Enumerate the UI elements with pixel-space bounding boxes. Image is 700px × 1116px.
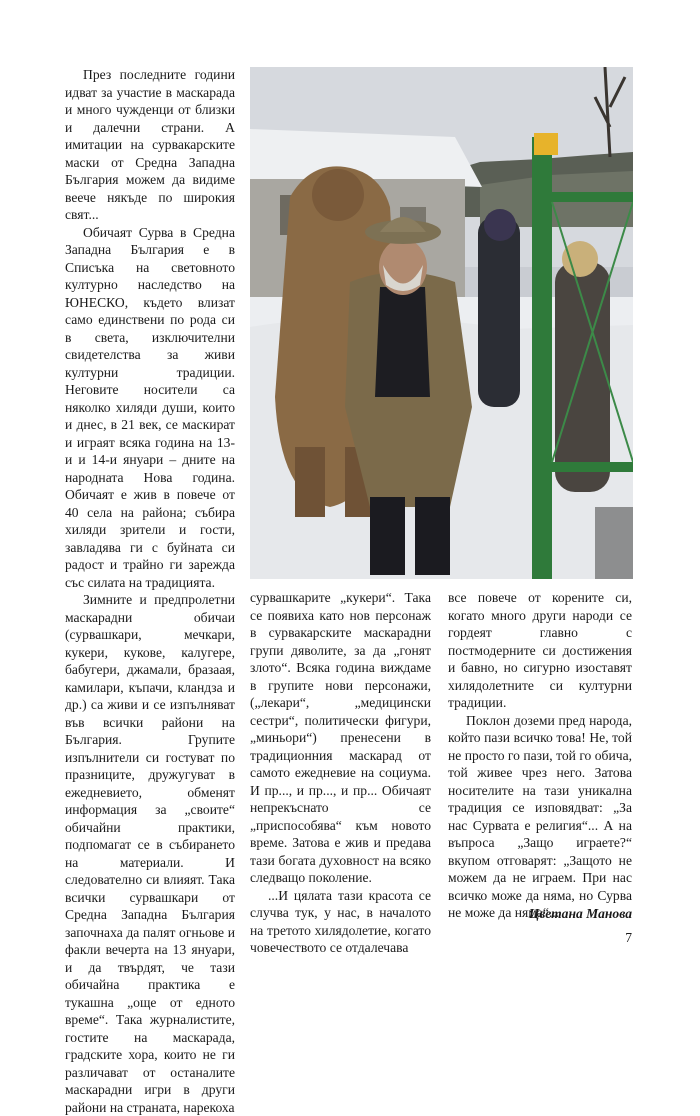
paragraph: През последните години идват за участие в маскарада и много чужденци от близки и далечни страни. А имитации на сурвакарските маски от Средна Западна България можем да видиме веече някъде по широкия свят... bbox=[65, 67, 235, 222]
survakari-photo bbox=[250, 67, 633, 579]
paragraph: все повече от корените си, когато много други народи се гордеят главно с постмодерните си достижения и бавно, но сигурно изоставят хилядолетните си културни традиции. bbox=[448, 590, 632, 710]
paragraph: Обичаят Сурва в Средна Западна България е в Списъка на световното културно наследство на ЮНЕСКО, където влизат само единствени по рода си в света, изключителни свидетелства за живи културни традиции. Неговите носители са няколко хиляди души, които и днес, в 21 век, се маскират и играят всяка година на 13-и и 14-и януари – дните на народната Нова година. Обичаят е жив в повече от 40 села на района; събира хиляди зрители и гости, завладява ги с буйната си радост и трайно ги зарежда със силата на традицията. bbox=[65, 224, 235, 590]
article-column-3 bbox=[448, 589, 632, 922]
paragraph: Поклон доземи пред народа, който пази всичко това! Не, той не просто го пази, той го обича, той живее чрез него. Затова носителите на тази уникална традиция се изповядват: „За нас Сурвата е религия“... А на въпроса „Защо играете?“ вкупом отговарят: „Защото не можем да не играем. При нас всичко може да няма, но Сурва не може да няма“... bbox=[448, 712, 633, 920]
paragraph: ...И цялата тази красота се случва тук, у нас, в началото на третото хилядолетие, когато човечеството се отдалечава bbox=[250, 887, 431, 955]
article-column-2 bbox=[250, 589, 431, 957]
paragraph: сурвашкарите „кукери“. Така се появиха като нов персонаж в сурвакарските маскарадни групи дяволите, за да „гонят злото“. Всяка година виждаме в групите нови персонажи, („лекари“, „медицински сестри“, политически фигури, „миньори“) пренесени в традиционния маскарад от самото ежедневие на социума. И пр..., и пр..., и пр... Обичаят непрекъснато се „приспособява“ към новото време. Затова е жив и предава тази богата духовност на всяко следващо поколение. bbox=[250, 590, 431, 885]
paragraph: Зимните и предпролетни маскарадни обичаи (сурвашкари, мечкари, кукери, кукове, калугере, бабугери, джамали, бразаая, камилари, къпачи, кландза и др.) са живи и се изпълняват във всички райони на България. Групите изпълнители си гостуват по празниците, дружугуват в ежедневието, обменят информация за „своите“ обичайни практики, подпомагат се в събирането на материали. И следователно си влияят. Така всички сурвашкари от Средна Западна България започнаха да палят огньове и факли вечерта на 13 януари, и да твърдят, че тази обичайна практика е тукашна „още от едното време“. Така журналистите, гостите на маскарада, градските хора, които не ги различават от останалите маскарадни игри в други райони на страната, нарекоха bbox=[65, 592, 235, 1115]
author-signature: Цветана Манова bbox=[528, 906, 632, 921]
article-column-1 bbox=[65, 66, 235, 1116]
page-number: 7 bbox=[625, 930, 632, 945]
